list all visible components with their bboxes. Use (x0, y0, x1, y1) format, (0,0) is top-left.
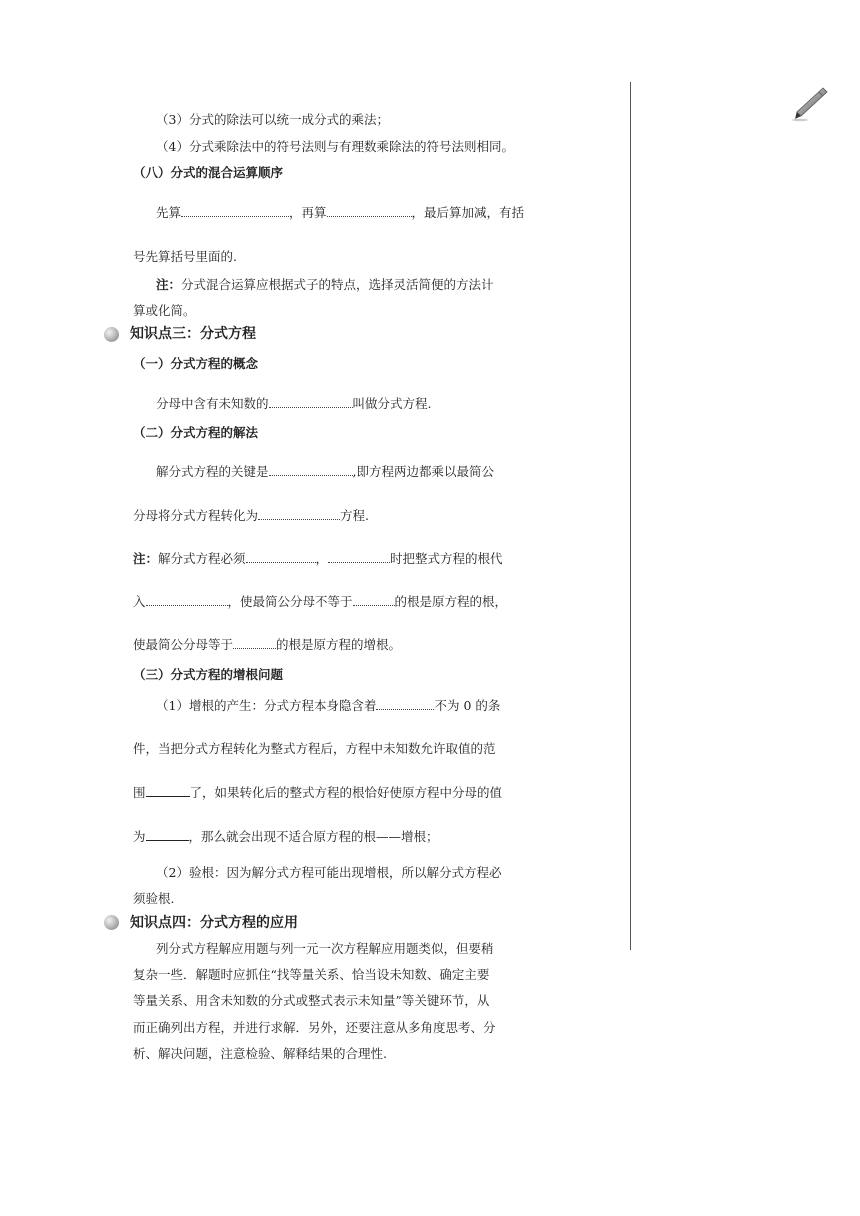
text-line: 分母中含有未知数的 叫做分式方程. (156, 396, 432, 411)
text-line: 须验根. (133, 891, 175, 906)
section-heading: （一）分式方程的概念 (133, 356, 259, 371)
text-line: 而正确列出方程，并进行求解．另外，还要注意从多角度思考、分 (133, 1020, 496, 1035)
note: 注：解分式方程必须 ， 时把整式方程的根代 (133, 551, 503, 566)
pen-icon (790, 86, 830, 122)
fill-blank (353, 594, 395, 606)
section-heading: （二）分式方程的解法 (133, 425, 259, 440)
fill-blank (376, 698, 434, 710)
text-line: 等量关系、用含未知数的分式或整式表示未知量”等关键环节，从 (133, 993, 490, 1008)
text-line: （1）增根的产生：分式方程本身隐含着 不为 0 的条 (156, 698, 501, 713)
text-line: 入 ，使最简公分母不等于 的根是原方程的根， (133, 594, 508, 609)
fill-blank (258, 508, 340, 520)
text-line: 使最简公分母等于 的根是原方程的增根。 (133, 637, 402, 652)
text-line: 为 ，那么就会出现不适合原方程的根——增根； (133, 829, 439, 844)
text-line: 号先算括号里面的. (133, 249, 237, 264)
text-line: （3）分式的除法可以统一成分式的乘法； (156, 112, 389, 127)
bullet-ball-icon (104, 327, 119, 342)
fill-blank (269, 464, 353, 476)
text-line: 解分式方程的关键是 ,即方程两边都乘以最简公 (156, 464, 494, 479)
text-line: 列分式方程解应用题与列一元一次方程解应用题类似，但要稍 (156, 941, 494, 956)
text-line: （4）分式乘除法中的符号法则与有理数乘除法的符号法则相同。 (156, 139, 514, 154)
section-heading: （八）分式的混合运算顺序 (133, 165, 284, 180)
fill-blank (269, 396, 353, 408)
fill-blank (146, 829, 189, 841)
fill-blank (146, 594, 228, 606)
fill-blank (233, 637, 276, 649)
knowledge-point-heading: 知识点四：分式方程的应用 (130, 915, 298, 931)
fill-blank (327, 205, 412, 217)
text-line: 围 了，如果转化后的整式方程的根恰好使原方程中分母的值 (133, 785, 503, 800)
fill-blank (181, 205, 289, 217)
knowledge-point-heading: 知识点三：分式方程 (130, 326, 256, 342)
text-line: 件，当把分式方程转化为整式方程后，方程中未知数允许取值的范 (133, 741, 496, 756)
fill-blank (246, 551, 316, 563)
section-heading: （三）分式方程的增根问题 (133, 667, 284, 682)
margin-divider (630, 82, 631, 950)
note: 注：分式混合运算应根据式子的特点，选择灵活简便的方法计 (156, 277, 494, 292)
text-line: （2）验根：因为解分式方程可能出现增根，所以解分式方程必 (156, 865, 502, 880)
text-line: 复杂一些．解题时应抓住“找等量关系、恰当设未知数、确定主要 (133, 967, 490, 982)
text-line: 算或化简。 (133, 303, 196, 318)
bullet-ball-icon (104, 915, 119, 930)
text-line: 析、解决问题，注意检验、解释结果的合理性. (133, 1046, 387, 1061)
text-line: 先算 ，再算 ，最后算加减，有括 (156, 205, 525, 220)
fill-blank (328, 551, 390, 563)
text-line: 分母将分式方程转化为 方程. (133, 508, 369, 523)
fill-blank (146, 785, 190, 797)
